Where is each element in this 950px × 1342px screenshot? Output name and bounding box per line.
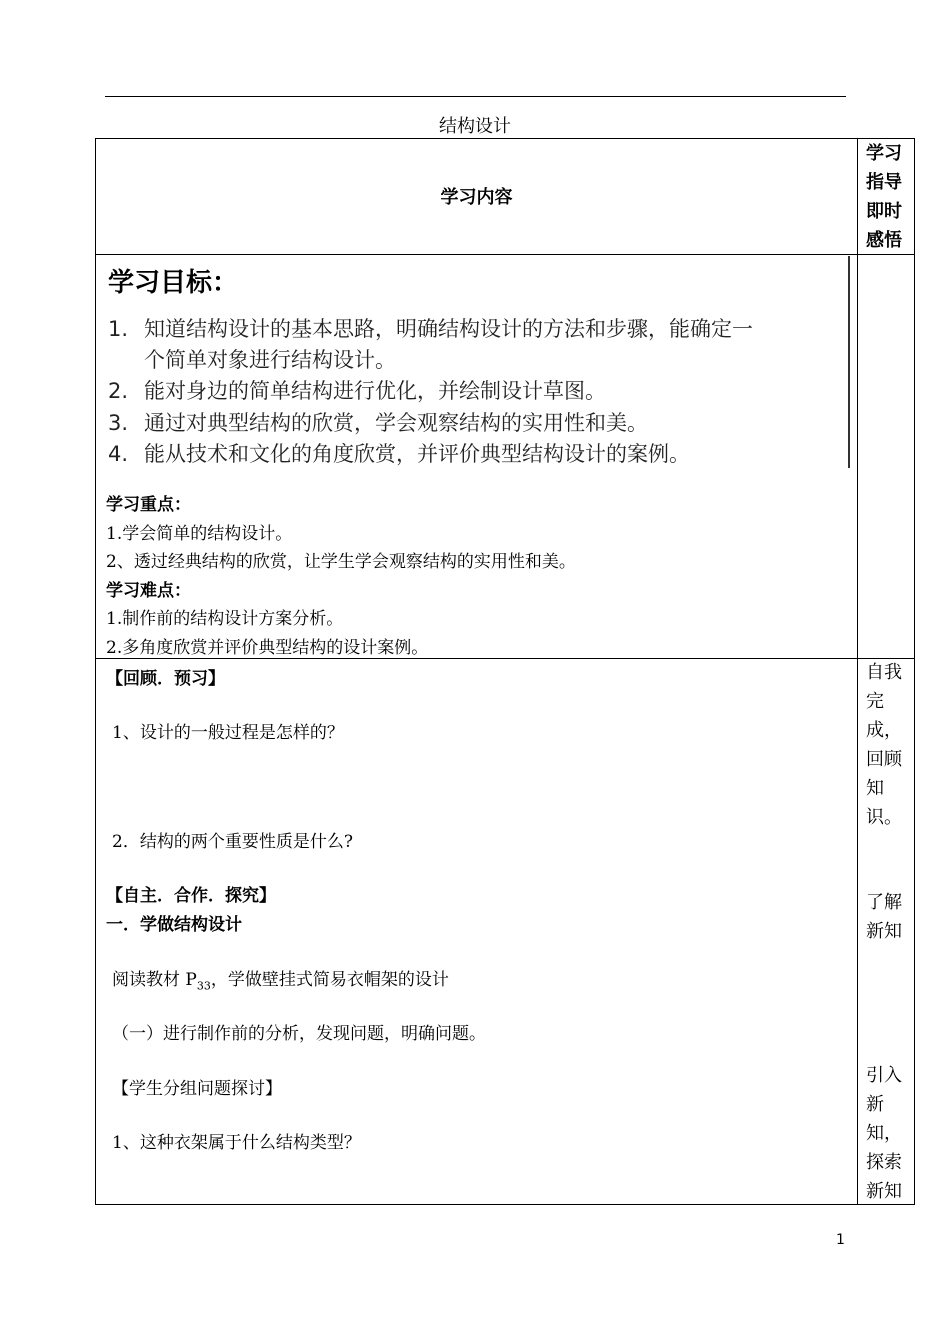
header-rule — [105, 96, 846, 97]
analysis-step: （一）进行制作前的分析，发现问题，明确问题。 — [112, 1024, 486, 1044]
goal-item: 2. 能对身边的简单结构进行优化，并绘制设计草图。 — [108, 379, 606, 403]
explore-title: 【自主．合作．探究】 — [106, 886, 276, 906]
side-note-self-review: 自我 完 成， 回顾 知 识。 — [866, 662, 902, 828]
learning-goals-title: 学习目标： — [108, 268, 239, 298]
review-title: 【回顾．预习】 — [106, 669, 225, 689]
review-question-1: 1、设计的一般过程是怎样的？ — [112, 723, 344, 743]
header-side-line: 感悟 — [866, 230, 902, 251]
row-divider-header — [96, 254, 914, 255]
section-heading: 一．学做结构设计 — [106, 915, 242, 935]
goal-item: 1. 知道结构设计的基本思路，明确结构设计的方法和步骤，能确定一 — [108, 317, 753, 341]
group-question-1: 1、这种衣架属于什么结构类型？ — [112, 1133, 361, 1153]
document-title: 结构设计 — [439, 116, 511, 137]
goal-item-continuation: 个简单对象进行结构设计。 — [144, 348, 396, 372]
row-divider-goals — [96, 658, 914, 659]
key-point-item: 1.学会简单的结构设计。 — [106, 524, 293, 544]
header-study-content: 学习内容 — [440, 187, 513, 208]
side-note-introduce-new: 引入 新 知， 探索 新知 — [866, 1065, 902, 1202]
column-divider — [857, 139, 858, 1204]
goal-item: 3. 通过对典型结构的欣赏，学会观察结构的实用性和美。 — [108, 411, 648, 435]
group-discussion-title: 【学生分组问题探讨】 — [112, 1079, 282, 1099]
key-point-item: 2、透过经典结构的欣赏，让学生学会观察结构的实用性和美。 — [106, 552, 576, 572]
header-side-line: 指导 — [866, 172, 902, 193]
page-number: 1 — [836, 1232, 845, 1248]
review-question-2: 2．结构的两个重要性质是什么? — [112, 832, 353, 852]
header-side-line: 学习 — [866, 143, 902, 164]
difficulty-item: 2.多角度欣赏并评价典型结构的设计案例。 — [106, 638, 429, 658]
difficulties-title: 学习难点： — [106, 581, 191, 601]
goal-item: 4. 能从技术和文化的角度欣赏，并评价典型结构设计的案例。 — [108, 442, 690, 466]
learning-goals-block — [96, 256, 850, 468]
header-side-line: 即时 — [866, 201, 902, 222]
lesson-table — [95, 138, 915, 1205]
reading-instruction: 阅读教材 $P_{33}$，学做壁挂式简易衣帽架的设计 — [112, 970, 449, 993]
key-points-title: 学习重点： — [106, 495, 191, 515]
difficulty-item: 1.制作前的结构设计方案分析。 — [106, 609, 344, 629]
header-guidance — [866, 139, 902, 255]
side-note-learn-new: 了解 新知 — [866, 892, 902, 942]
